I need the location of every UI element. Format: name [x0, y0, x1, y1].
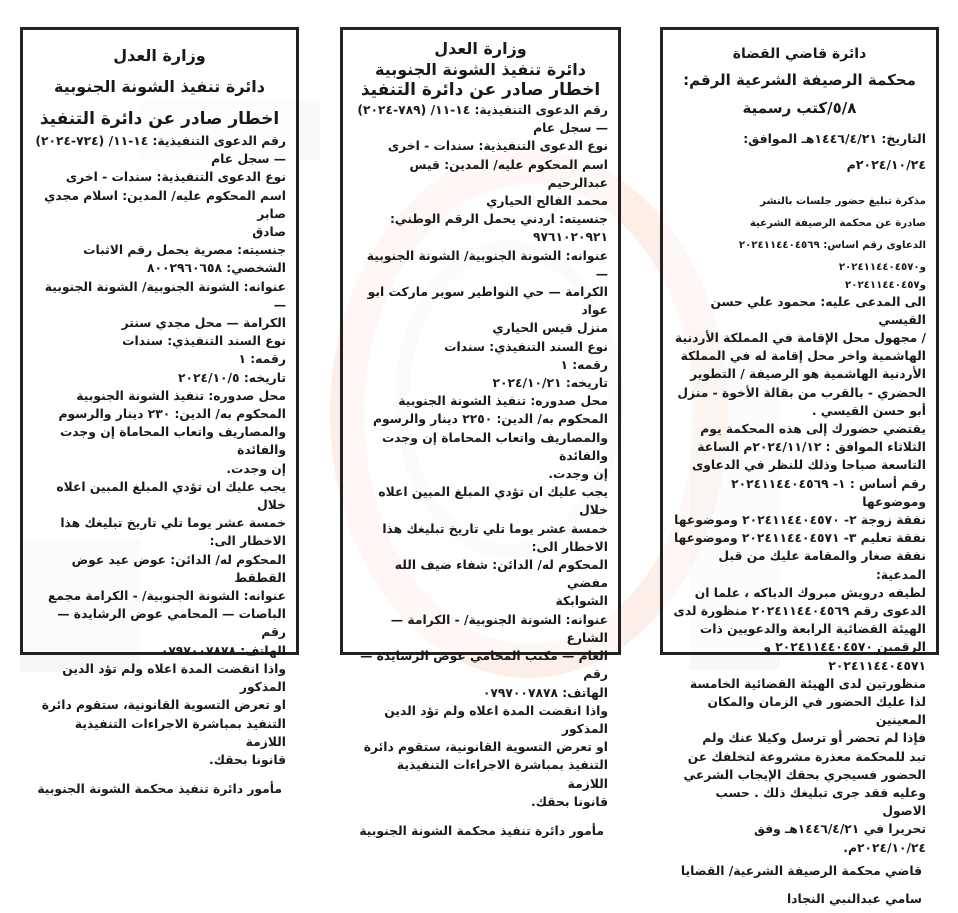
notice-line: الباصات — المحامي عوض الرشايدة — رقم	[57, 607, 286, 640]
notice-ministry: وزارة العدل	[113, 46, 206, 65]
notice-line: والمصاريف واتعاب المحاماة إن وجدت والفائدة	[59, 425, 286, 458]
notice-line: يقتضي حضورك إلى هذه المحكمة يوم	[700, 421, 926, 436]
notice-line: تبد للمحكمة معذرة مشروعة لتخلفك عن	[687, 749, 926, 764]
notice-line: تاريخه: ٢٠٢٤/١٠/٢١	[492, 376, 608, 391]
notice-subline: صادرة عن محكمة الرصيفة الشرعية	[749, 217, 926, 229]
notice-court: محكمة الرصيفة الشرعية الرقم:	[683, 71, 916, 89]
notice-line: التنفيذ بمباشرة الاجراءات التنفيذية اللازمة	[396, 758, 608, 791]
notice-signature-title: قاضي محكمة الرصيفة الشرعية/ القضايا	[680, 863, 922, 878]
notice-line: الكرامة — حي النواطير سوبر ماركت ابو عواد	[367, 285, 608, 318]
notice-line: وعليه فقد جرى تبليغك ذلك . حسب الاصول	[715, 785, 926, 819]
notice-line: قانونا بحقك.	[531, 794, 608, 809]
notice-line: رقمه: ١	[238, 352, 286, 367]
notice-line: واذا انقضت المدة اعلاه ولم تؤد الدين المذكور	[62, 661, 286, 695]
notice-line: الى المدعى عليه: محمود علي حسن القيسي	[710, 294, 926, 327]
notice-line: الشوابكة	[555, 594, 608, 609]
notice-line: محل صدوره: تنفيذ الشونة الجنوبية	[76, 388, 286, 403]
notice-line: — سجل عام	[211, 152, 286, 167]
notice-line: الحضري - بالقرب من بقالة الأخوة - منزل	[677, 385, 926, 400]
notice-line: منزل قيس الحياري	[492, 321, 608, 336]
notice-line: او تعرض التسوية القانونية، ستقوم دائرة	[41, 698, 286, 713]
notice-line: رقم الدعوى التنفيذية: ١٤-١١/ (٧٨٩-٢٠٢٤)	[357, 103, 608, 117]
notice-line: يجب عليك ان تؤدي المبلغ المبين اعلاه خلال	[56, 479, 286, 513]
notice-line: نفقة صغار والمقامة عليك من قبل المدعية:	[718, 549, 926, 582]
notice-line: — سجل عام	[533, 121, 608, 136]
notice-subline: مذكرة تبليغ حضور جلسات بالنشر	[760, 195, 926, 207]
notice-line: خمسة عشر يوما تلي تاريخ تبليغك هذا	[382, 521, 608, 536]
notice-line: المحكوم له/ الدائن: شفاء ضيف الله مفضي	[394, 558, 608, 591]
notice-line: نوع السند التنفيذي: سندات	[444, 339, 608, 354]
notice-line: الاخطار الى:	[531, 539, 608, 554]
notice-line: او تعرض التسوية القانونية، ستقوم دائرة	[363, 740, 608, 755]
notice-subline: الدعاوى رقم اساس: ٢٠٢٤١١٤٤٠٤٥٦٩ و٢٠٢٤١١٤٤٠٤٥٧٠	[738, 239, 926, 273]
notice-reference: ٥/٨/كتب رسمية	[742, 99, 857, 117]
notice-line: فإذا لم تحضر أو ترسل وكيلا عنك ولم	[702, 731, 926, 746]
notice-line: عنوانه: الشونة الجنوبية/ الشونة الجنوبية —	[44, 279, 286, 312]
notice-line: الهيئة القضائية الرابعة والدعويين ذات	[699, 622, 926, 637]
notice-execution-724	[20, 27, 299, 797]
notice-line: رقم الدعوى التنفيذية: ١٤-١١/ (٧٢٤-٢٠٢٤)	[35, 134, 286, 148]
notice-line: نفقة زوجة ٢- ٢٠٢٤١١٤٤٠٤٥٧٠ وموضوعها	[674, 512, 926, 527]
notice-department: دائرة تنفيذ الشونة الجنوبية	[375, 60, 586, 79]
notice-line: محمد الفالح الحياري	[486, 194, 608, 209]
notice-title: اخطار صادر عن دائرة التنفيذ	[39, 109, 280, 129]
notice-line: الأردنية الهاشمية هو الرصيفة / التطوير	[690, 367, 926, 382]
notice-line: اسم المحكوم عليه/ المدين: اسلام مجدي صابر	[44, 188, 286, 221]
notice-line: أبو حسن القيسي .	[811, 403, 926, 418]
notice-authority: دائرة قاضي القضاة	[732, 46, 867, 62]
notice-ministry: وزارة العدل	[434, 39, 527, 58]
notice-line: رقم أساس : ١- ٢٠٢٤١١٤٤٠٤٥٦٩ وموضوعها	[731, 476, 926, 509]
notice-line: الاخطار الى:	[209, 534, 286, 549]
notice-line: نوع الدعوى التنفيذية: سندات - اخرى	[65, 170, 286, 185]
notice-line: قانونا بحقك.	[209, 752, 286, 767]
notice-line: تحريرا في ١٤٤٦/٤/٢١هـ وفق ٢٠٢٤/١٠/٢٤م.	[754, 822, 926, 855]
notice-line: لذا عليك الحضور في الزمان والمكان المعينين	[707, 694, 926, 728]
notice-line: الرقمين ٢٠٢٤١١٤٤٠٤٥٧٠ و ٢٠٢٤١١٤٤٠٤٥٧١	[763, 640, 926, 673]
notice-line: نوع السند التنفيذي: سندات	[122, 334, 286, 349]
notice-body	[33, 132, 286, 769]
notice-line: نفقة تعليم ٣- ٢٠٢٤١١٤٤٠٤٥٧١ وموضوعها	[673, 531, 926, 546]
notice-line: / مجهول محل الإقامة في المملكة الأردنية	[674, 330, 926, 345]
notice-court-summons	[660, 27, 939, 906]
notice-department: دائرة تنفيذ الشونة الجنوبية	[54, 77, 265, 96]
notice-subline: و٢٠٢٤١١٤٤٠٤٥٧	[845, 279, 926, 291]
notice-line: العام — مكتب المحامي عوض الرشايدة — رقم	[360, 649, 608, 682]
notice-line: صادق	[252, 225, 286, 240]
notice-line: نوع الدعوى التنفيذية: سندات - اخرى	[387, 139, 608, 154]
notice-body	[673, 293, 926, 857]
notice-date: التاريخ: ١٤٤٦/٤/٢١هـ الموافق: ٢٠٢٤/١٠/٢٤م	[743, 131, 926, 172]
notice-line: الدعوى رقم ٢٠٢٤١١٤٤٠٤٥٦٩ منظورة لدى	[673, 603, 926, 618]
notice-line: الهاشمية واخر محل إقامة له في المملكة	[680, 349, 926, 364]
notice-body	[353, 101, 608, 811]
notice-line: والمصاريف واتعاب المحاماة إن وجدت والفائدة	[381, 430, 608, 463]
notice-line: المحكوم له/ الدائن: عوض عيد عوض القطقط	[71, 552, 286, 585]
notice-signature-name: سامي عبدالنبي النجادا	[786, 891, 922, 906]
notice-line: عنوانه: الشونة الجنوبية/ - الكرامة مجمع	[47, 589, 286, 604]
notice-line: إن وجدت.	[226, 461, 286, 476]
notice-signature: مأمور دائرة تنفيذ محكمة الشونة الجنوبية	[37, 782, 282, 797]
notice-line: منظورتين لدى الهيئة القضائية الخامسة	[689, 676, 926, 691]
notice-line: المحكوم به/ الدين: ٢٣٠ دينار والرسوم	[58, 407, 286, 422]
notice-line: إن وجدت.	[548, 467, 608, 482]
notice-line: خمسة عشر يوما تلي تاريخ تبليغك هذا	[60, 516, 286, 531]
notice-line: رقمه: ١	[560, 357, 608, 372]
notice-title: اخطار صادر عن دائرة التنفيذ	[360, 80, 601, 100]
notice-line: التنفيذ بمباشرة الاجراءات التنفيذية اللازمة	[74, 716, 286, 749]
notice-line: المحكوم به/ الدين: ٢٢٥٠ دينار والرسوم	[373, 412, 608, 427]
notice-line: ٩٧٦١٠٢٠٩٢١	[532, 230, 608, 245]
notice-line: جنسيته: مصرية يحمل رقم الاثبات	[83, 243, 286, 258]
notice-line: لطيفه درويش مبروك الدباكه ، علما ان	[694, 585, 926, 600]
notice-line: الهاتف: ٠٧٩٧٠٠٧٨٧٨	[482, 685, 608, 700]
notice-line: الكرامة — محل مجدي سنتر	[121, 316, 286, 331]
notice-line: عنوانه: الشونة الجنوبية/ الشونة الجنوبية —	[366, 248, 608, 281]
notice-line: يجب عليك ان تؤدي المبلغ المبين اعلاه خلال	[378, 485, 608, 518]
notice-line: التاسعة صباحا وذلك للنظر في الدعاوى	[691, 458, 926, 473]
notice-line: عنوانه: الشونة الجنوبية/ - الكرامة — الشارع	[390, 612, 608, 645]
notice-signature: مأمور دائرة تنفيذ محكمة الشونة الجنوبية	[359, 823, 604, 838]
notice-line: واذا انقضت المدة اعلاه ولم تؤد الدين المذكور	[384, 703, 608, 736]
notice-line: الثلاثاء الموافق : ٢٠٢٤/١١/١٢م الساعة	[697, 440, 926, 455]
notice-execution-789	[340, 27, 621, 838]
notice-line: الحضور فسيجري بحقك الإيجاب الشرعي	[683, 767, 926, 782]
notice-line: الشخصي: ٨٠٠٢٩٦٠٦٥٨	[146, 261, 286, 276]
notice-line: الهاتف: ٠٧٩٧٠٠٧٨٧٨	[160, 643, 286, 658]
notice-line: محل صدوره: تنفيذ الشونة الجنوبية	[398, 394, 608, 409]
notice-line: تاريخه: ٢٠٢٤/١٠/٥	[178, 370, 286, 385]
notice-line: جنسيته: اردني يحمل الرقم الوطني:	[390, 212, 608, 227]
notice-line: اسم المحكوم عليه/ المدين: قيس عبدالرحيم	[409, 157, 608, 190]
